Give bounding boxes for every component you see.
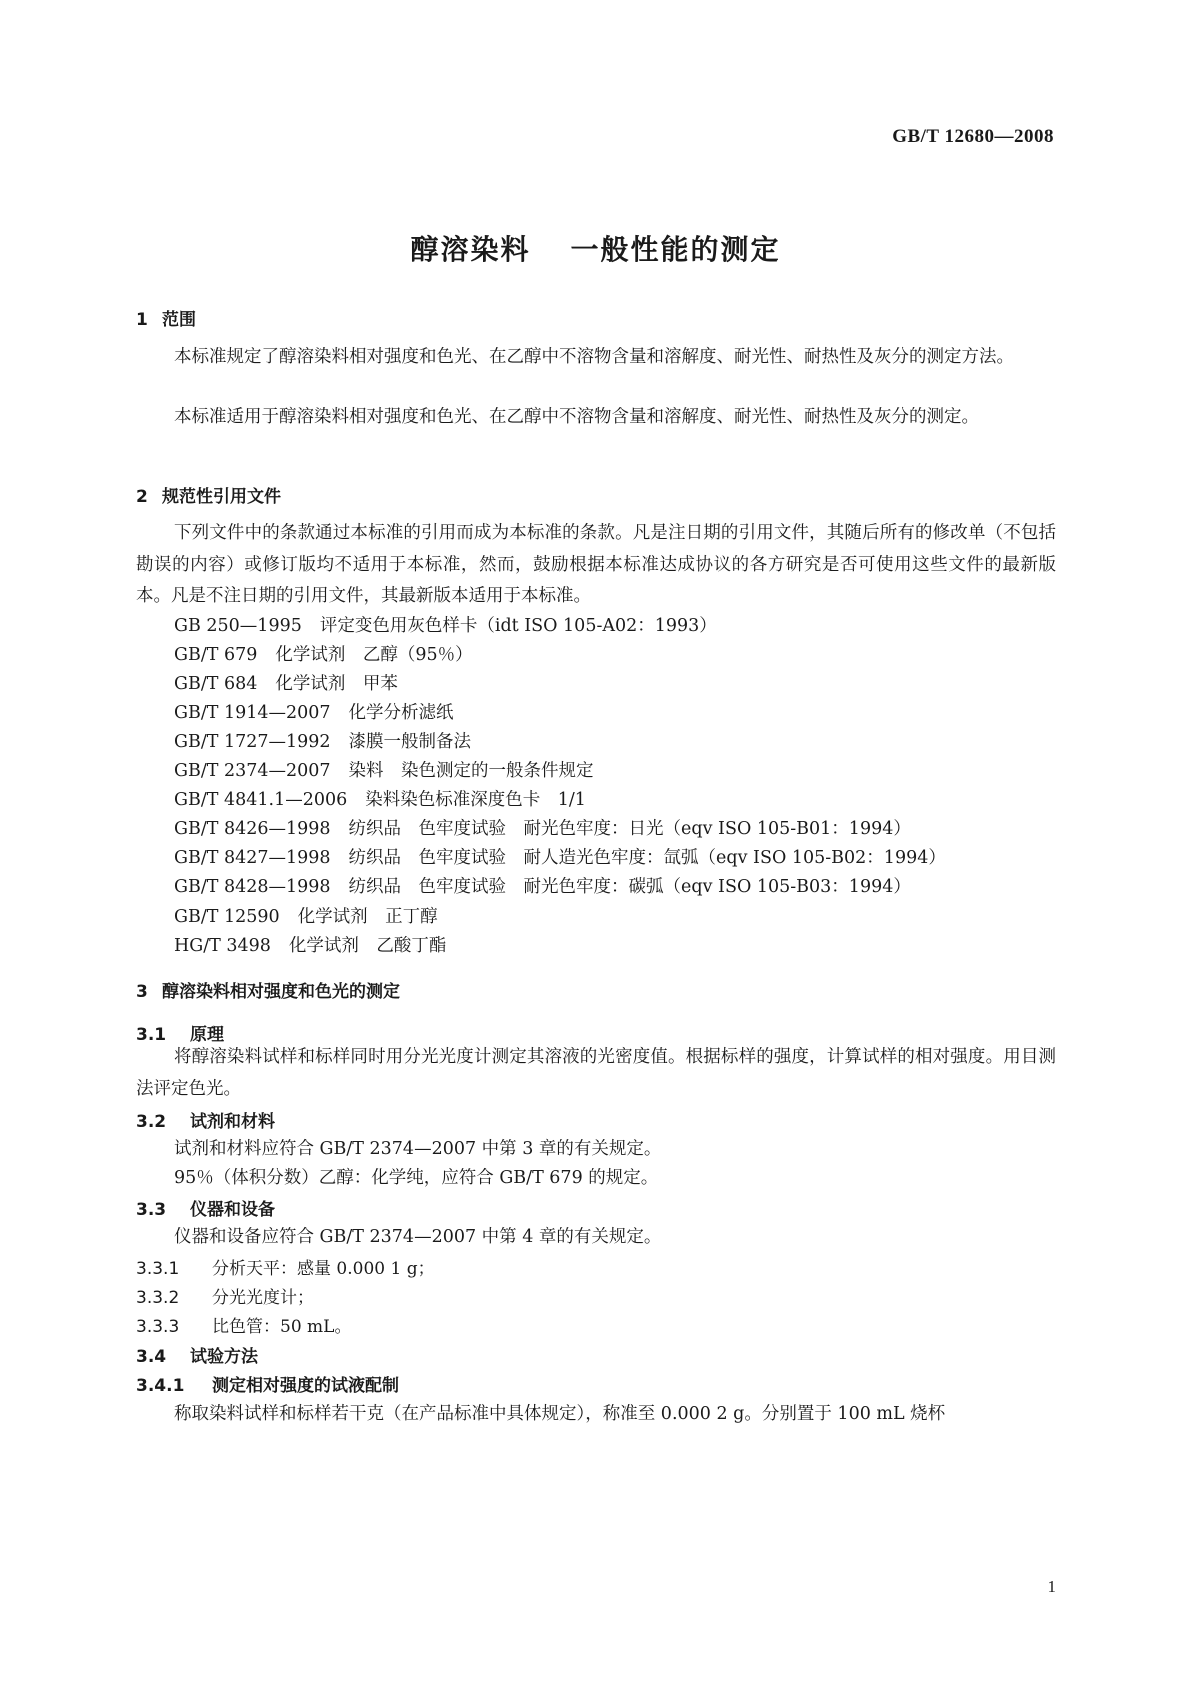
section-1-para-2: 本标准适用于醇溶染料相对强度和色光、在乙醇中不溶物含量和溶解度、耐光性、耐热性及灰分的测定。 — [174, 407, 979, 427]
section-number: 3 — [136, 982, 148, 1002]
reference-code: GB/T 8426—1998 — [174, 819, 331, 839]
reference-code: GB/T 679 — [174, 645, 258, 665]
item-text: 分光光度计； — [212, 1288, 314, 1308]
section-3-4-heading — [136, 1342, 258, 1367]
reference-title: 漆膜一般制备法 — [348, 732, 472, 752]
reference-code: GB/T 8427—1998 — [174, 848, 331, 868]
section-number: 2 — [136, 487, 148, 507]
reference-title: 化学试剂 甲苯 — [275, 674, 398, 694]
reference-item — [174, 699, 454, 724]
reference-code: GB/T 4841.1—2006 — [174, 790, 348, 810]
reference-title: 化学试剂 乙酸丁酯 — [288, 936, 447, 956]
reference-code: GB/T 1914—2007 — [174, 703, 331, 723]
reference-title: 染料染色标准深度色卡 1/1 — [365, 790, 586, 810]
reference-title: 化学分析滤纸 — [348, 703, 454, 723]
reference-title: 纺织品 色牢度试验 耐光色牢度：碳弧（eqv ISO 105-B03：1994） — [348, 877, 911, 897]
reference-item — [174, 903, 438, 928]
section-3-3-heading — [136, 1195, 275, 1220]
reference-title: 纺织品 色牢度试验 耐光色牢度：日光（eqv ISO 105-B01：1994） — [348, 819, 911, 839]
item-number: 3.3.2 — [136, 1288, 180, 1308]
reference-title: 染料 染色测定的一般条件规定 — [348, 761, 594, 781]
section-3-2-heading — [136, 1107, 275, 1132]
page-title — [0, 228, 1191, 268]
reference-item — [174, 670, 398, 695]
title-part1: 醇溶染料 — [410, 233, 531, 266]
section-2-para-1: 下列文件中的条款通过本标准的引用而成为本标准的条款。凡是注日期的引用文件，其随后所有的修改单（不包括勘误的内容）或修订版均不适用于本标准，然而，鼓励根据本标准达成协议的各方研究是否可使用这些文件的最新版本。凡是不注日期的引用文件，其最新版本适用于本标准。 — [136, 523, 1056, 606]
section-title: 范围 — [162, 310, 196, 330]
item-text: 比色管：50 mL。 — [212, 1317, 352, 1337]
reference-code: GB/T 684 — [174, 674, 258, 694]
reference-title: 纺织品 色牢度试验 耐人造光色牢度：氙弧（eqv ISO 105-B02：1994） — [348, 848, 946, 868]
item-number: 3.3.3 — [136, 1317, 180, 1337]
section-title: 试验方法 — [190, 1347, 258, 1367]
section-3-1-para: 将醇溶染料试样和标样同时用分光光度计测定其溶液的光密度值。根据标样的强度，计算试样的相对强度。用目测法评定色光。 — [136, 1047, 1056, 1099]
section-title: 试剂和材料 — [190, 1112, 275, 1132]
standard-code: GB/T 12680—2008 — [892, 126, 1054, 147]
section-3-4-1-heading — [136, 1371, 399, 1396]
section-title: 规范性引用文件 — [162, 487, 281, 507]
reference-code: GB/T 1727—1992 — [174, 732, 331, 752]
reference-code: GB/T 12590 — [174, 907, 280, 927]
item-title: 测定相对强度的试液配制 — [212, 1376, 399, 1396]
section-3-3-2-item — [136, 1283, 314, 1308]
title-part2: 一般性能的测定 — [570, 233, 781, 266]
section-title: 醇溶染料相对强度和色光的测定 — [162, 982, 400, 1002]
section-title: 仪器和设备 — [190, 1200, 275, 1220]
section-3-3-3-item — [136, 1312, 351, 1337]
section-3-2-line-1: 试剂和材料应符合 GB/T 2374—2007 中第 3 章的有关规定。 — [174, 1139, 662, 1159]
reference-title: 化学试剂 正丁醇 — [297, 907, 438, 927]
reference-item — [174, 728, 471, 753]
reference-title: 化学试剂 乙醇（95％） — [275, 645, 473, 665]
reference-item — [174, 932, 446, 957]
section-number: 3.1 — [136, 1025, 167, 1045]
section-3-4-1-line-1: 称取染料试样和标样若干克（在产品标准中具体规定），称准至 0.000 2 g。分别置于 100 mL 烧杯 — [174, 1404, 946, 1424]
reference-code: GB 250—1995 — [174, 616, 302, 636]
section-3-3-1-item — [136, 1254, 435, 1279]
reference-item — [174, 641, 473, 666]
section-title: 原理 — [190, 1025, 224, 1045]
section-1-para-1: 本标准规定了醇溶染料相对强度和色光、在乙醇中不溶物含量和溶解度、耐光性、耐热性及灰分的测定方法。 — [174, 347, 1014, 367]
reference-code: HG/T 3498 — [174, 936, 271, 956]
item-number: 3.3.1 — [136, 1259, 180, 1279]
section-3-3-line-1: 仪器和设备应符合 GB/T 2374—2007 中第 4 章的有关规定。 — [174, 1227, 662, 1247]
reference-title: 评定变色用灰色样卡（idt ISO 105-A02：1993） — [319, 616, 717, 636]
reference-code: GB/T 2374—2007 — [174, 761, 331, 781]
reference-item — [174, 873, 911, 898]
reference-item — [174, 786, 586, 811]
item-number: 3.4.1 — [136, 1376, 185, 1396]
section-3-2-line-2: 95％（体积分数）乙醇：化学纯，应符合 GB/T 679 的规定。 — [174, 1168, 659, 1188]
section-2-heading — [136, 482, 281, 507]
reference-item — [174, 844, 946, 869]
page-number: 1 — [1047, 1577, 1056, 1596]
section-number: 3.2 — [136, 1112, 167, 1132]
reference-item — [174, 815, 911, 840]
reference-item — [174, 612, 717, 637]
reference-code: GB/T 8428—1998 — [174, 877, 331, 897]
reference-item — [174, 757, 594, 782]
item-text: 分析天平：感量 0.000 1 g； — [212, 1259, 435, 1279]
section-1-heading — [136, 305, 196, 330]
section-number: 3.4 — [136, 1347, 167, 1367]
section-3-heading — [136, 977, 400, 1002]
section-number: 1 — [136, 310, 148, 330]
section-number: 3.3 — [136, 1200, 167, 1220]
